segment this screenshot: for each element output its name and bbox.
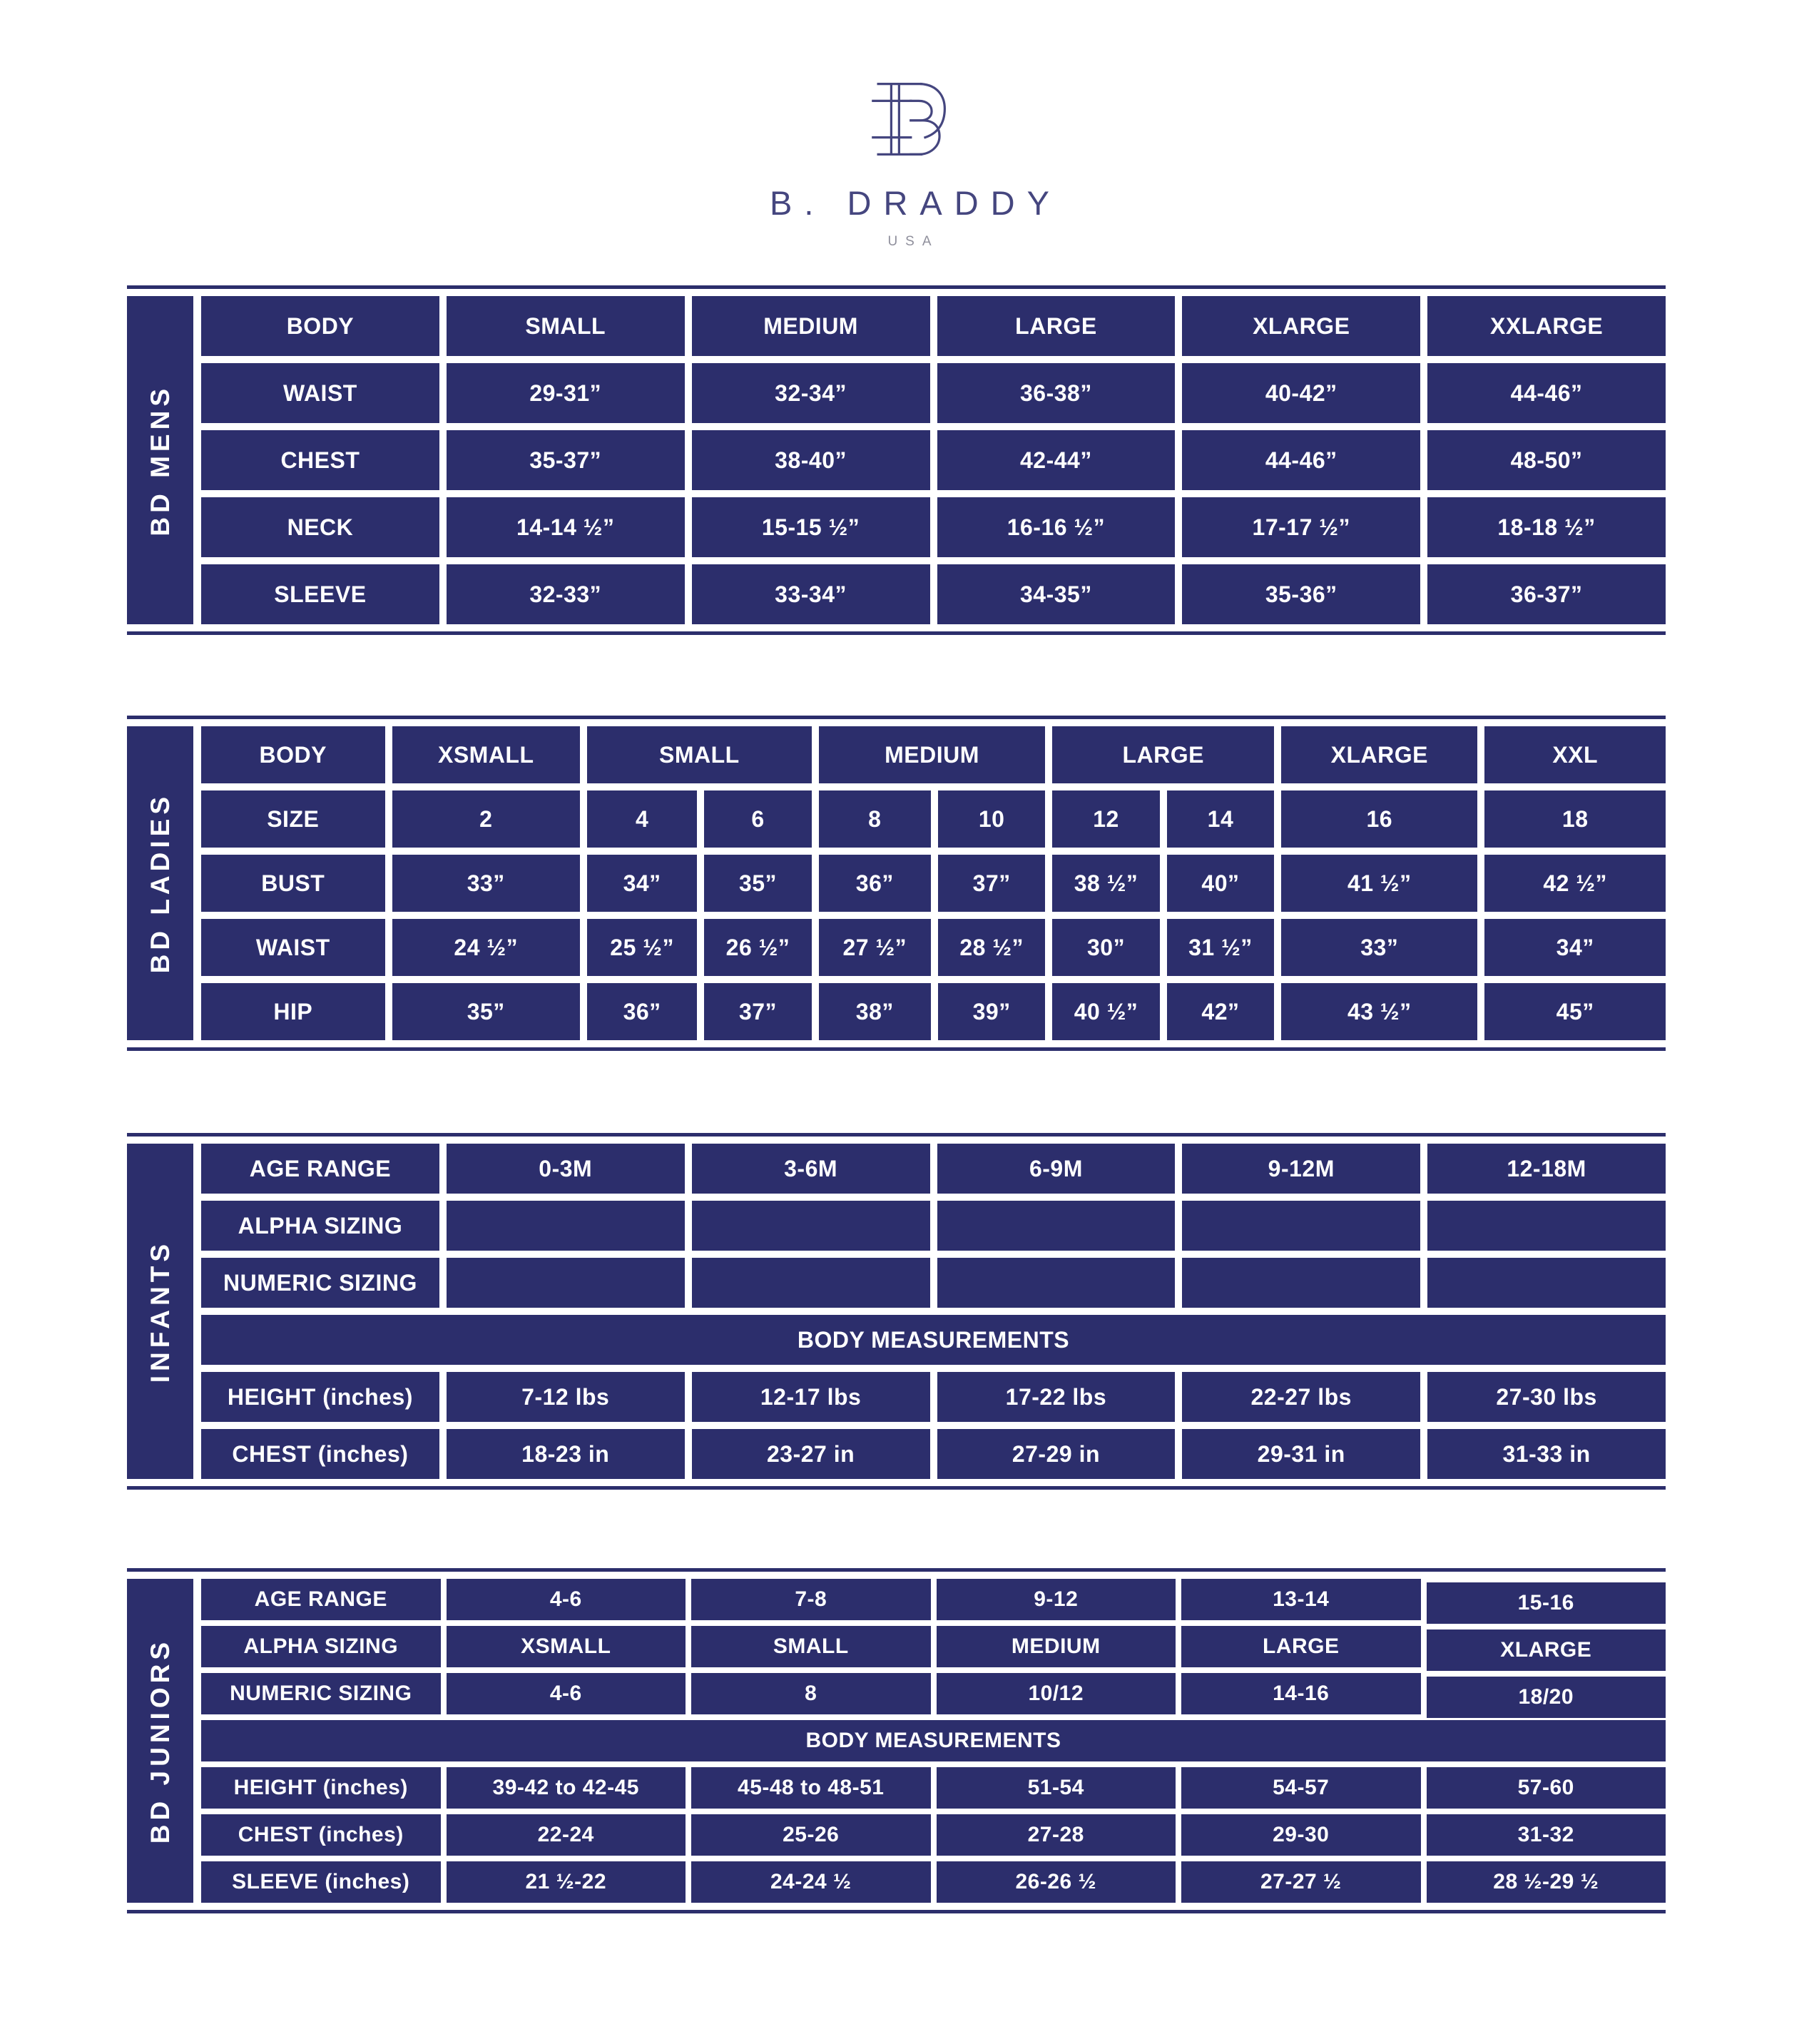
table-cell: 15-15 ½”: [692, 497, 930, 557]
table-cell: 14-14 ½”: [447, 497, 685, 557]
table-cell: 36”: [587, 983, 697, 1040]
table-cell-empty: [1427, 1258, 1666, 1308]
table-cell: 2: [392, 790, 580, 848]
table-sidebar: [127, 1579, 193, 1903]
table-cell-empty: [692, 1258, 930, 1308]
table-cell: 54-57: [1181, 1767, 1421, 1809]
table-cell: 39-42 to 42-45: [447, 1767, 686, 1809]
table-cell: 44-46”: [1427, 363, 1666, 423]
table-cell: 29-31”: [447, 363, 685, 423]
table-cell: XXLARGE: [1427, 296, 1666, 356]
table-cell: 33”: [392, 855, 580, 912]
table-cell: 8: [819, 790, 931, 848]
table-cell: 12: [1052, 790, 1159, 848]
table-cell: 26-26 ½: [937, 1861, 1176, 1903]
table-cell: 30”: [1052, 919, 1159, 976]
table-cell: 17-17 ½”: [1182, 497, 1420, 557]
size-table-juniors: [127, 1568, 1666, 1913]
table-cell-empty: [447, 1201, 685, 1251]
table-cell: 40 ½”: [1052, 983, 1159, 1040]
table-cell: 27 ½”: [819, 919, 931, 976]
table-cell: 0-3M: [447, 1144, 685, 1194]
table-cell: 6-9M: [937, 1144, 1176, 1194]
table-cell: 28 ½-29 ½: [1427, 1861, 1666, 1903]
table-cell: 18/20: [1427, 1677, 1666, 1718]
table-cell: 31 ½”: [1167, 919, 1274, 976]
table-cell: LARGE: [1052, 726, 1274, 783]
table-cell: SMALL: [447, 296, 685, 356]
table-frame-line-bottom: [127, 1047, 1666, 1051]
table-cell: 21 ½-22: [447, 1861, 686, 1903]
table-cell: BUST: [201, 855, 385, 912]
table-cell: AGE RANGE: [201, 1579, 441, 1620]
table-cell: 36-37”: [1427, 564, 1666, 624]
table-cell: 35-37”: [447, 430, 685, 490]
size-table-mens: [127, 285, 1666, 635]
table-cell: 22-27 lbs: [1182, 1372, 1420, 1422]
table-cell: HEIGHT (inches): [201, 1372, 439, 1422]
table-cell: 25-26: [691, 1814, 931, 1856]
table-cell: LARGE: [937, 296, 1176, 356]
table-cell: 42-44”: [937, 430, 1176, 490]
table-cell: 38-40”: [692, 430, 930, 490]
table-cell: ALPHA SIZING: [201, 1626, 441, 1667]
table-grid: [201, 1579, 1666, 1903]
table-cell: 26 ½”: [704, 919, 811, 976]
table-cell: CHEST: [201, 430, 439, 490]
table-cell: 42 ½”: [1484, 855, 1666, 912]
table-cell-empty: [692, 1201, 930, 1251]
table-frame-line-bottom: [127, 631, 1666, 635]
table-cell: 38 ½”: [1052, 855, 1159, 912]
size-table-infants: [127, 1133, 1666, 1490]
table-cell: 45”: [1484, 983, 1666, 1040]
table-cell: 4: [587, 790, 697, 848]
table-cell: 4-6: [447, 1673, 686, 1714]
table-cell: 27-28: [937, 1814, 1176, 1856]
brand-country-label: USA: [887, 234, 939, 249]
table-cell: 35”: [392, 983, 580, 1040]
table-cell: 4-6: [447, 1579, 686, 1620]
table-cell: 41 ½”: [1281, 855, 1477, 912]
table-cell: 37”: [704, 983, 811, 1040]
table-cell-empty: [937, 1201, 1176, 1251]
table-sidebar-label: BD JUNIORS: [145, 1637, 175, 1844]
table-cell: 44-46”: [1182, 430, 1420, 490]
table-cell: BODY MEASUREMENTS: [201, 1720, 1666, 1761]
table-grid: [201, 726, 1666, 1040]
table-cell: WAIST: [201, 363, 439, 423]
table-cell: 29-31 in: [1182, 1429, 1420, 1479]
table-cell: 9-12M: [1182, 1144, 1420, 1194]
table-cell: 8: [691, 1673, 931, 1714]
table-sidebar: [127, 726, 193, 1040]
table-cell: AGE RANGE: [201, 1144, 439, 1194]
table-cell: SMALL: [587, 726, 812, 783]
table-cell: 24-24 ½: [691, 1861, 931, 1903]
table-cell: 43 ½”: [1281, 983, 1477, 1040]
table-cell: 34”: [1484, 919, 1666, 976]
table-cell: 18-23 in: [447, 1429, 685, 1479]
table-cell: SLEEVE (inches): [201, 1861, 441, 1903]
table-cell: 23-27 in: [692, 1429, 930, 1479]
table-cell: CHEST (inches): [201, 1814, 441, 1856]
table-cell: 42”: [1167, 983, 1274, 1040]
table-cell: 14: [1167, 790, 1274, 848]
table-sidebar: [127, 1144, 193, 1479]
table-cell: 32-33”: [447, 564, 685, 624]
table-frame-line-bottom: [127, 1486, 1666, 1490]
table-cell: 18: [1484, 790, 1666, 848]
table-cell: SLEEVE: [201, 564, 439, 624]
table-cell: 15-16: [1427, 1582, 1666, 1624]
table-frame-line-top: [127, 285, 1666, 289]
table-grid: [201, 1144, 1666, 1479]
table-cell: BODY: [201, 296, 439, 356]
table-cell: MEDIUM: [937, 1626, 1176, 1667]
table-cell: 16: [1281, 790, 1477, 848]
table-cell: 27-30 lbs: [1427, 1372, 1666, 1422]
table-cell: XLARGE: [1182, 296, 1420, 356]
table-cell: 12-18M: [1427, 1144, 1666, 1194]
table-cell: NUMERIC SIZING: [201, 1258, 439, 1308]
table-cell: 29-30: [1181, 1814, 1421, 1856]
table-cell: 7-8: [691, 1579, 931, 1620]
table-cell: 6: [704, 790, 811, 848]
table-cell: SMALL: [691, 1626, 931, 1667]
table-cell: BODY MEASUREMENTS: [201, 1315, 1666, 1365]
table-frame-line-top: [127, 716, 1666, 719]
table-cell: 9-12: [937, 1579, 1176, 1620]
table-cell: 12-17 lbs: [692, 1372, 930, 1422]
table-cell: 13-14: [1181, 1579, 1421, 1620]
table-cell: ALPHA SIZING: [201, 1201, 439, 1251]
table-cell: XXL: [1484, 726, 1666, 783]
table-cell: 27-29 in: [937, 1429, 1176, 1479]
table-cell: 14-16: [1181, 1673, 1421, 1714]
table-cell: 48-50”: [1427, 430, 1666, 490]
table-grid: [201, 296, 1666, 624]
table-cell: CHEST (inches): [201, 1429, 439, 1479]
table-cell: 40-42”: [1182, 363, 1420, 423]
table-cell-empty: [1182, 1201, 1420, 1251]
table-body: [127, 296, 1666, 624]
table-cell: 35-36”: [1182, 564, 1420, 624]
table-cell: 27-27 ½: [1181, 1861, 1421, 1903]
table-cell: XLARGE: [1281, 726, 1477, 783]
table-cell: 3-6M: [692, 1144, 930, 1194]
table-body: [127, 1579, 1666, 1903]
table-cell: LARGE: [1181, 1626, 1421, 1667]
brand-logo: [0, 73, 1819, 250]
table-cell: 36-38”: [937, 363, 1176, 423]
table-cell: 57-60: [1427, 1767, 1666, 1809]
table-cell-empty: [1182, 1258, 1420, 1308]
table-cell: MEDIUM: [819, 726, 1046, 783]
table-cell: 31-32: [1427, 1814, 1666, 1856]
table-cell-empty: [937, 1258, 1176, 1308]
table-cell: MEDIUM: [692, 296, 930, 356]
table-cell: NECK: [201, 497, 439, 557]
brand-wordmark: B. DRADDY: [770, 184, 1061, 222]
table-cell: 31-33 in: [1427, 1429, 1666, 1479]
table-cell: WAIST: [201, 919, 385, 976]
table-frame-line-top: [127, 1133, 1666, 1137]
table-cell: 10/12: [937, 1673, 1176, 1714]
table-cell: 22-24: [447, 1814, 686, 1856]
table-cell: 34”: [587, 855, 697, 912]
table-cell: 37”: [938, 855, 1045, 912]
table-cell: XSMALL: [392, 726, 580, 783]
table-cell: HEIGHT (inches): [201, 1767, 441, 1809]
table-sidebar-label: INFANTS: [145, 1239, 175, 1383]
table-cell: 16-16 ½”: [937, 497, 1176, 557]
table-cell: SIZE: [201, 790, 385, 848]
table-cell: XLARGE: [1427, 1629, 1666, 1671]
table-cell: 51-54: [937, 1767, 1176, 1809]
table-cell: BODY: [201, 726, 385, 783]
table-cell: 39”: [938, 983, 1045, 1040]
table-cell: 36”: [819, 855, 931, 912]
table-cell: 32-34”: [692, 363, 930, 423]
table-cell: 38”: [819, 983, 931, 1040]
table-cell-empty: [1427, 1201, 1666, 1251]
table-cell: 35”: [704, 855, 811, 912]
table-body: [127, 1144, 1666, 1479]
table-cell: XSMALL: [447, 1626, 686, 1667]
table-cell: 33-34”: [692, 564, 930, 624]
table-sidebar-label: BD MENS: [145, 384, 175, 537]
table-cell: 28 ½”: [938, 919, 1045, 976]
table-frame-line-bottom: [127, 1910, 1666, 1913]
table-body: [127, 726, 1666, 1040]
table-cell: NUMERIC SIZING: [201, 1673, 441, 1714]
table-cell: 17-22 lbs: [937, 1372, 1176, 1422]
table-cell: 45-48 to 48-51: [691, 1767, 931, 1809]
bd-monogram-logo-icon: [856, 73, 963, 165]
table-sidebar-label: BD LADIES: [145, 793, 175, 974]
table-cell: 7-12 lbs: [447, 1372, 685, 1422]
size-table-ladies: [127, 716, 1666, 1051]
table-cell: 18-18 ½”: [1427, 497, 1666, 557]
table-cell: 24 ½”: [392, 919, 580, 976]
table-sidebar: [127, 296, 193, 624]
table-cell: 33”: [1281, 919, 1477, 976]
table-cell: 10: [938, 790, 1045, 848]
table-cell: HIP: [201, 983, 385, 1040]
table-cell: 40”: [1167, 855, 1274, 912]
table-cell: 34-35”: [937, 564, 1176, 624]
table-cell: 25 ½”: [587, 919, 697, 976]
table-cell-empty: [447, 1258, 685, 1308]
table-frame-line-top: [127, 1568, 1666, 1572]
